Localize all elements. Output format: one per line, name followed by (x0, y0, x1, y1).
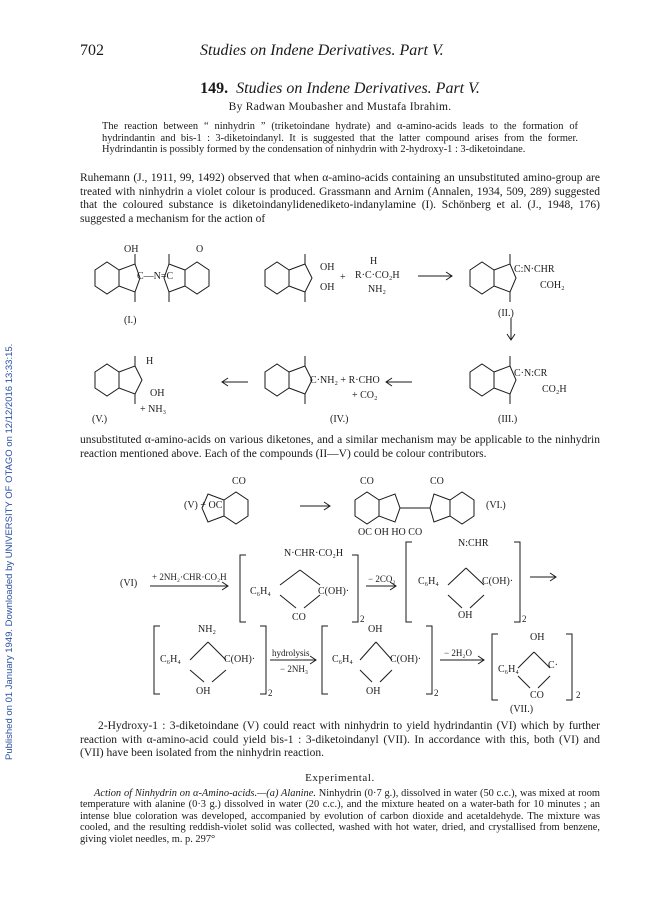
label-co2-IV: + CO₂ (352, 390, 378, 401)
label-oh-D-top: OH (368, 624, 383, 635)
label-compound-V: (V.) (92, 414, 108, 425)
label-nchr-co2h: N·CHR·CO₂H (284, 548, 344, 559)
label-compound-VI: (VI.) (486, 500, 506, 511)
label-compound-III: (III.) (498, 414, 518, 425)
page-number: 702 (80, 42, 104, 59)
label-h-aa: H (370, 256, 378, 267)
label-minus-nh3: − 2NH₃ (280, 664, 308, 674)
authors: By Radwan Moubasher and Mustafa Ibrahim. (228, 101, 452, 113)
label-coh-A: C(OH)· (318, 586, 350, 597)
label-subscript-2-B: 2 (522, 614, 527, 624)
label-compound-IV: (IV.) (330, 414, 349, 425)
label-c6h4-D: C₆H₄ (332, 654, 353, 665)
label-compound-I: (I.) (124, 315, 137, 326)
label-co-VI: CO (430, 476, 444, 487)
experimental-subheading: Action of Ninhydrin on α-Amino-acids.—(a) Alanine. (94, 788, 316, 799)
label-c6h4-C: C₆H₄ (160, 654, 181, 665)
label-c6h4-VII: C₆H₄ (498, 664, 519, 675)
label-plus-1: + (340, 272, 346, 283)
label-nh2-aa: NH₂ (368, 284, 386, 295)
label-coh-D: C(OH)· (390, 654, 422, 665)
label-minus-co2: − 2CO₂ (368, 574, 396, 584)
paragraph-hydrindantin: 2-Hydroxy-1 : 3-diketoindane (V) could react with ninhydrin to yield hydrindantin (VI) which by further reaction with α-amino-acid could yield bis-1 : 3-diketoindanyl (VII). In accordance with this, both (VI) and (VII) have been isolated from the ninhydrin reaction. (80, 720, 600, 760)
label-c6h4-A: C₆H₄ (250, 586, 271, 597)
compound-VI-structure (355, 492, 474, 524)
label-coh2-II: COH₂ (540, 280, 565, 291)
paragraph-intro: Ruhemann (J., 1911, 99, 1492) observed that when α-amino-acids containing an unsubstituted amino-group are treated with ninhydrin a violet colour is produced. Grassmann and Arnim (Annalen, 1934, 509, 289) suggested that the coloured substance is diketoindanylidenediketo-indanylamine (I). Schönberg et al. (J., 1948, 176) suggested a mechanism for the action of (80, 172, 600, 225)
label-co-nin: CO (232, 476, 246, 487)
label-nh2-C: NH₂ (198, 624, 216, 635)
label-co-VII: CO (530, 690, 544, 701)
experimental-text: Ninhydrin (0·7 g.), dissolved in water (50 c.c.), was mixed at room temperature with alanine (0·3 g.) dissolved in water (20 c.c.), and the mixture heated on a water-bath for 10 minutes ; an intense blue coloration was developed, accompanied by evolution of carbon dioxide and acetaldehyde. The mixture was cooled, and the resulting reddish-violet solid was collected, washed with hot water, dried, and crystallised from benzene, giving violet needles, m. p. 297° (80, 788, 600, 845)
label-amino-acid: R·C·CO₂H (355, 270, 400, 281)
label-ninhydrin-oh2: OH (320, 282, 335, 293)
compound-IV-structure (265, 356, 312, 404)
label-subscript-2-VII: 2 (576, 690, 581, 700)
compound-V-structure (95, 356, 142, 404)
label-v-plus: (V) + OC (184, 500, 223, 511)
label-oh-D: OH (366, 686, 381, 697)
label-nchr-B: N:CHR (458, 538, 489, 549)
label-ninhydrin-oh1: OH (320, 262, 335, 273)
label-oh-B: OH (458, 610, 473, 621)
ninhydrin-structure (265, 254, 312, 302)
label-cdot-VII: C· (548, 660, 558, 671)
label-cn-II: C:N·CHR (514, 264, 555, 275)
label-oh-V: OH (150, 388, 165, 399)
paragraph-experimental (80, 788, 600, 845)
article-title-text: Studies on Indene Derivatives. Part V. (236, 80, 480, 97)
label-compound-VII: (VII.) (510, 704, 534, 715)
label-oh-I: OH (124, 244, 139, 255)
label-co-A: CO (292, 612, 306, 623)
label-cn-I: C—N=C (137, 271, 174, 282)
abstract: The reaction between “ ninhydrin ” (triketoindane hydrate) and α-amino-acids leads to the formation of hydrindantin and bis-1 : 3-diketoindanyl. It is suggested that the latter compound arises from the former. Hydrindantin is possibly formed by the condensation of ninhydrin with 2-hydroxy-1 : 3-diketoindane. (102, 121, 578, 156)
label-co2h-III: CO₂H (542, 384, 567, 395)
label-hydrolysis: hydrolysis (272, 648, 310, 658)
running-title: Studies on Indene Derivatives. Part V. (200, 42, 444, 59)
label-o-I: O (196, 244, 204, 255)
experimental-heading: Experimental. (305, 772, 375, 784)
label-coh-B: C(OH)· (482, 576, 514, 587)
compound-II-structure (470, 254, 516, 302)
label-compound-II: (II.) (498, 308, 514, 319)
label-oc-oh-VI: OC OH HO CO (358, 527, 423, 538)
label-oh-VII: OH (530, 632, 545, 643)
compound-III-structure (470, 356, 516, 404)
label-vi-start: (VI) (120, 578, 138, 589)
paragraph-mechanism: unsubstituted α-amino-acids on various diketones, and a similar mechanism may be applicable to the ninhydrin reaction mentioned above. Each of the compounds (II—V) could be colour contributors. (80, 434, 600, 460)
label-co-VI-left: CO (360, 476, 374, 487)
label-cncr-III: C·N:CR (514, 368, 548, 379)
label-subscript-2-C: 2 (268, 688, 273, 698)
label-cnh2-IV: C·NH₂ + R·CHO (310, 375, 380, 386)
label-coh-C: C(OH)· (224, 654, 256, 665)
download-side-note: Published on 01 January 1949. Downloaded by UNIVERSITY OF OTAGO on 12/12/2016 13:33:15. (4, 343, 15, 760)
label-minus-h2o: − 2H₂O (444, 648, 472, 658)
label-oh-C: OH (196, 686, 211, 697)
label-c6h4-B: C₆H₄ (418, 576, 439, 587)
label-subscript-2-D: 2 (434, 688, 439, 698)
article-number: 149. (200, 80, 229, 97)
label-subscript-2-A: 2 (360, 614, 365, 624)
label-h-V: H (146, 356, 154, 367)
label-aa-reagent: + 2NH₂·CHR·CO₂H (152, 572, 227, 582)
label-nh3-V: + NH₃ (140, 404, 167, 415)
